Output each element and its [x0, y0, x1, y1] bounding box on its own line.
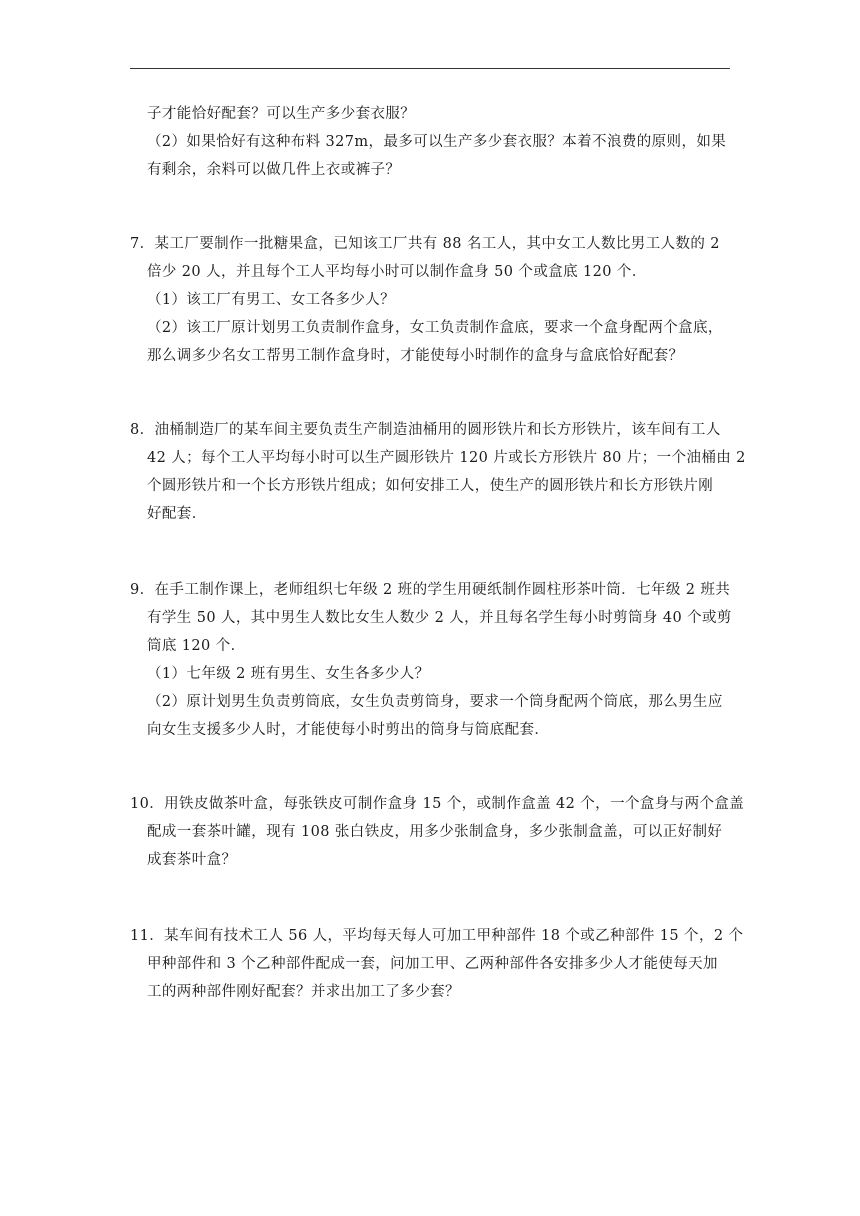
problem-line: 筒底 120 个． [147, 638, 246, 654]
continuation-line: 有剩余，余料可以做几件上衣或裤子？ [147, 162, 401, 178]
problem-line: （2）原计划男生负责剪筒底，女生负责剪筒身，要求一个筒身配两个筒底，那么男生应 [147, 694, 723, 710]
problem-line: （2）该工厂原计划男工负责制作盒身，女工负责制作盒底，要求一个盒身配两个盒底， [147, 320, 723, 336]
problem-line: 11．某车间有技术工人 56 人，平均每天每人可加工甲种部件 18 个或乙种部件 15 个，2 个 [130, 928, 744, 944]
problem-line: （1）七年级 2 班有男生、女生各多少人？ [147, 666, 430, 682]
problem-line: 向女生支援多少人时，才能使每小时剪出的筒身与筒底配套． [147, 722, 550, 738]
problem-11 [130, 922, 744, 1006]
problem-9 [130, 576, 730, 744]
problem-line: 7．某工厂要制作一批糖果盒，已知该工厂共有 88 名工人，其中女工人数比男工人数的 2 [130, 236, 720, 252]
problem-line: 配成一套茶叶罐，现有 108 张白铁皮，用多少张制盒身，多少张制盒盖，可以正好制好 [147, 824, 723, 840]
problem-10 [130, 790, 745, 874]
document-page [130, 100, 746, 1006]
problem-line: 成套茶叶盒？ [147, 852, 237, 868]
problem-line: 倍少 20 人，并且每个工人平均每小时可以制作盒身 50 个或盒底 120 个． [147, 264, 647, 280]
header-rule [130, 68, 730, 69]
problem-line: 10．用铁皮做茶叶盒，每张铁皮可制作盒身 15 个，或制作盒盖 42 个，一个盒身与两个盒盖 [130, 796, 745, 812]
problem-6-continuation [130, 100, 730, 184]
problem-line: 那么调多少名女工帮男工制作盒身时，才能使每小时制作的盒身与盒底恰好配套？ [147, 348, 684, 364]
problem-line: 9．在手工制作课上，老师组织七年级 2 班的学生用硬纸制作圆柱形茶叶筒．七年级 2 班共 [130, 582, 731, 598]
problem-line: 8．油桶制造厂的某车间主要负责生产制造油桶用的圆形铁片和长方形铁片，该车间有工人 [130, 422, 721, 438]
problem-line: 个圆形铁片和一个长方形铁片组成；如何安排工人，使生产的圆形铁片和长方形铁片刚 [147, 478, 714, 494]
continuation-line: （2）如果恰好有这种布料 327m，最多可以生产多少套衣服？本着不浪费的原则，如果 [147, 134, 727, 150]
problem-8 [130, 416, 746, 528]
problem-line: 有学生 50 人，其中男生人数比女生人数少 2 人，并且每名学生每小时剪筒身 40 个或剪 [147, 610, 732, 626]
problem-line: 42 人；每个工人平均每小时可以生产圆形铁片 120 片或长方形铁片 80 片；一个油桶由 2 [147, 450, 746, 466]
problem-line: 工的两种部件刚好配套？并求出加工了多少套？ [147, 984, 460, 1000]
problem-line: （1）该工厂有男工、女工各多少人？ [147, 292, 396, 308]
problem-7 [130, 230, 730, 370]
problem-line: 好配套． [147, 506, 207, 522]
continuation-line: 子才能恰好配套？可以生产多少套衣服？ [147, 106, 416, 122]
problem-line: 甲种部件和 3 个乙种部件配成一套，问加工甲、乙两种部件各安排多少人才能使每天加 [147, 956, 718, 972]
